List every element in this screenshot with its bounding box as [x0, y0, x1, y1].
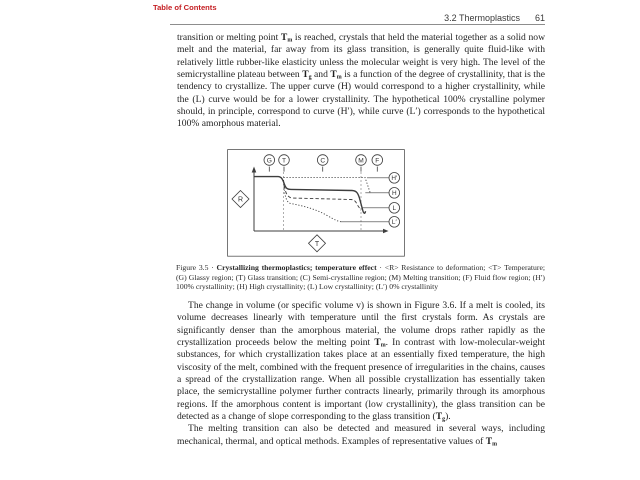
paragraph-block-1	[177, 32, 545, 131]
label-low-crystallinity: L	[392, 205, 397, 213]
x-axis-arrow	[383, 229, 389, 234]
figure-caption: Figure 3.5 · Crystallizing thermoplastics; temperature effect · <R> Resistance to deformation; <T> Temperature; (G) Glassy region; (T) Glass transition; (C) Semi-crystalline region; (M) Melting transition; (F) Fluid flow region; (H′) 100% crystallinity; (H) High crystallinity; (L) Low crystallinity; (L′) 0% crystallinity	[176, 263, 546, 292]
paragraph-block-2	[177, 300, 545, 448]
paragraph-3: The melting transition can also be detected and measured in several ways, including mechanical, thermal, and optical methods. Examples of representative values of $T_m$	[177, 423, 545, 448]
label-glass-transition: T	[281, 157, 287, 165]
label-100pct-crystallinity: H′	[391, 175, 398, 183]
label-fluid-flow-region: F	[375, 157, 380, 165]
table-of-contents-link[interactable]: Table of Contents	[153, 3, 217, 12]
curve-L-prime-dotted	[284, 181, 342, 222]
paragraph-2: The change in volume (or specific volume v) is shown in Figure 3.6. If a melt is cooled, its volume decreases linearly with temperature until the first crystals form. As crystals are significantly denser than the amorphous material, the volume drops rather rapidly as the crystallization proceeds below the melting point $T_m$. In contrast with low-molecular-weight substances, for which crystallization takes place at an essentially fixed temperature, the high viscosity of the melt, combined with the frequent presence of irregularities in the chains, causes a spread of the crystallization range. When all possible crystallization has essentially taken place, the semicrystalline polymer further contracts linearly, primarily through its amorphous regions. If the amorphous content is important (low crystallinity), the glass transition can be detected as a change of slope corresponding to the glass transition $(T_g)$.	[177, 300, 545, 423]
figure-3-5	[227, 149, 405, 257]
running-header	[444, 13, 545, 23]
label-semicrystalline-region: C	[320, 157, 326, 165]
label-0pct-crystallinity: L′	[391, 219, 397, 227]
figure-3-5-diagram	[227, 149, 405, 257]
temperature-axis-label: T	[314, 240, 320, 248]
running-header-section: 3.2 Thermoplastics	[444, 13, 520, 23]
curve-glassy-and-H	[255, 177, 366, 214]
region-label-text	[267, 157, 380, 164]
paragraph-1: transition or melting point $T_m$ is reached, crystals that held the material together as a solid now melt and the material, far away from its glass transition, is generally quite fluid-like with relatively little rubber-like elasticity unless the molecular weight is very high. The level of the semicrystalline plateau between $T_g$ and $T_m$ is a function of the degree of crystallinity, that is the tendency to crystallize. The upper curve (H) would correspond to a higher crystallinity, while the (L) curve would be for a lower crystallinity. The hypothetical 100% crystalline polymer should, in principle, correspond to curve (H′), while curve (L′) corresponds to the hypothetical 100% amorphous material.	[177, 32, 546, 130]
header-rule	[170, 24, 545, 25]
label-glassy-region: G	[266, 157, 272, 165]
label-high-crystallinity: H	[391, 190, 397, 198]
y-axis-arrow	[252, 167, 257, 173]
curve-L-dashed	[284, 180, 362, 210]
label-melting-transition: M	[358, 157, 364, 165]
leader-lines	[341, 178, 389, 222]
resistance-axis-label: R	[237, 196, 244, 204]
guide-lines	[284, 172, 362, 230]
running-header-page-number: 61	[534, 13, 545, 23]
